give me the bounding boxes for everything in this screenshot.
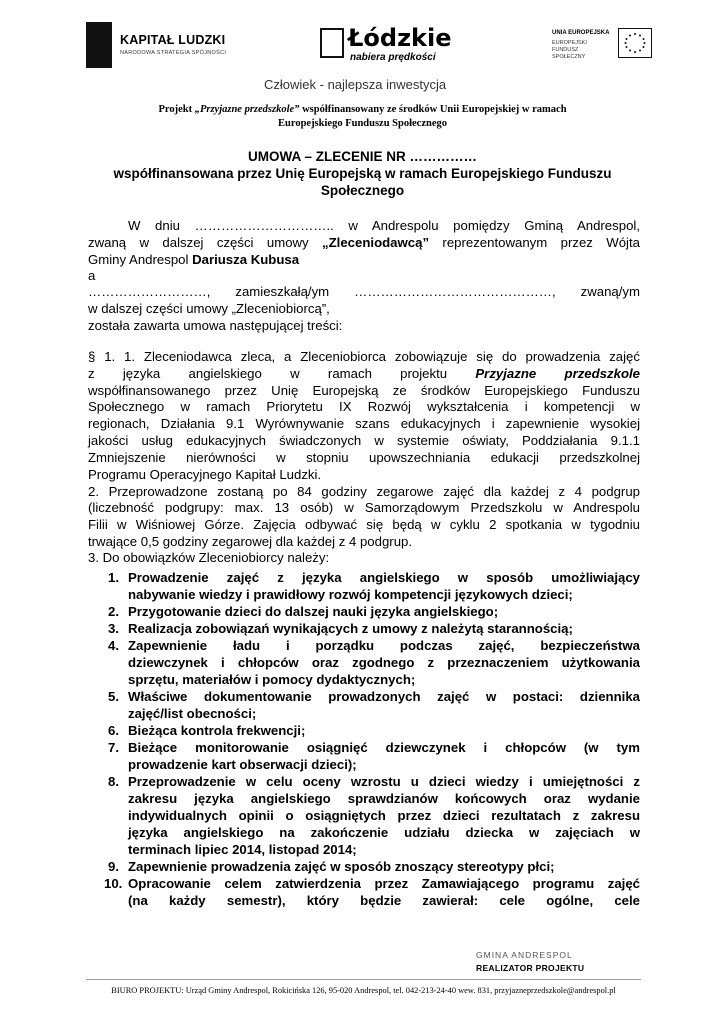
intro-line-6: w dalszej części umowy „Zleceniobiorcą”,: [88, 301, 330, 316]
intro-line-5: ………………………, zamieszkałą/ym ………………………………………, zwaną/ym: [88, 284, 640, 299]
par3-line: 3. Do obowiązków Zleceniobiorcy należy:: [88, 550, 330, 565]
par1-line-5: regionach, Działania 9.1 Wyrównywanie szans edukacyjnych i zapewnienie wysokiej: [88, 416, 640, 431]
contract-subtitle-1: współfinansowana przez Unię Europejską w ramach Europejskiego Funduszu: [113, 166, 612, 181]
gmina-logo-text: GMINA ANDRESPOL: [476, 950, 573, 960]
lodzkie-subtitle: nabiera prędkości: [350, 52, 436, 63]
ue-title: UNIA EUROPEJSKA: [552, 30, 610, 36]
intro-line-4: a: [88, 268, 96, 283]
par1-line-1: § 1. 1. Zleceniodawca zleca, a Zleceniobiorca zobowiązuje się do prowadzenia zajęć: [88, 349, 640, 364]
par2-line-4: trwające 0,5 godziny zegarowej dla każdej z 4 podgrup.: [88, 534, 413, 549]
par2-line-3: Filii w Wiśniowej Górze. Zajęcia odbywać się będą w cyklu 2 spotkania w tygodniu: [88, 517, 640, 532]
par1-line-6: jakości usług edukacyjnych świadczonych w systemie oświaty, Poddziałania 9.1.1: [88, 433, 640, 448]
par1-line-2: z języka angielskiego w ramach projektu Przyjazne przedszkole: [88, 366, 640, 381]
footer-office-info: BIURO PROJEKTU: Urząd Gminy Andrespol, Rokicińska 126, 95-020 Andrespol, tel. 042-213-24-40 wew. 831, przyjazneprzedszkole@andrespol.pl: [111, 986, 616, 995]
contract-subtitle-2: Społecznego: [320, 183, 405, 198]
eu-flag-icon: [618, 28, 652, 58]
lodzkie-logo: [320, 24, 452, 70]
ue-line-1: EUROPEJSKI: [552, 40, 587, 46]
par1-line-8: Programu Operacyjnego Kapitał Ludzki.: [88, 467, 322, 482]
intro-line-2: zwaną w dalszej części umowy „Zleceniodawcą” reprezentowanym przez Wójta: [88, 235, 640, 250]
unia-europejska-logo: [552, 28, 652, 62]
duty-item-1: 1. Prowadzenie zajęć z języka angielskiego w sposób umożliwiający nabywanie wiedzy i prawidłowy rozwój kompetencji językowych dzieci;: [108, 570, 640, 602]
kapital-ludzki-emblem-icon: [86, 22, 112, 68]
intro-line-7: została zawarta umowa następującej treści:: [88, 318, 343, 333]
kapital-ludzki-logo: [86, 22, 246, 68]
intro-line-3: Gminy Andrespol Dariusza Kubusa: [88, 252, 300, 267]
slogan: Człowiek - najlepsza inwestycja: [264, 77, 447, 92]
realizator-text: REALIZATOR PROJEKTU: [476, 963, 585, 973]
lodzkie-emblem-icon: [320, 28, 344, 58]
intro-line-1: W dniu ………………………….. w Andrespolu pomiędzy Gminą Andrespol,: [128, 218, 640, 233]
lodzkie-title: Łódzkie: [348, 24, 452, 52]
footer-divider: [86, 979, 641, 980]
kapital-ludzki-title: KAPITAŁ LUDZKI: [120, 33, 226, 47]
project-line-2: Europejskiego Funduszu Społecznego: [278, 118, 447, 129]
par2-line-2: (liczebność podgrupy: max. 13 osób) w Samorządowym Przedszkolu w Andrespolu: [88, 500, 640, 515]
par2-line-1: 2. Przeprowadzone zostaną po 84 godziny zegarowe zajęć dla każdej z 4 podgrup: [88, 484, 640, 499]
par1-line-3: współfinansowanego przez Unię Europejską ze środków Europejskiego Funduszu: [88, 383, 640, 398]
contract-title: UMOWA – ZLECENIE NR ……………: [247, 149, 477, 164]
par1-line-7: Zmniejszenie nierówności w stopniu upowszechniania edukacji przedszkolnej: [88, 450, 640, 465]
project-line-1: Projekt „Przyjazne przedszkole” współfinansowany ze środków Unii Europejskiej w ramach: [158, 104, 567, 115]
ue-line-2: FUNDUSZ: [552, 47, 579, 53]
kapital-ludzki-subtitle: NARODOWA STRATEGIA SPÓJNOŚCI: [120, 50, 227, 56]
par1-line-4: Społecznego w ramach Priorytetu IX Rozwój wykształcenia i kompetencji w: [88, 399, 640, 414]
ue-line-3: SPOŁECZNY: [552, 54, 586, 60]
